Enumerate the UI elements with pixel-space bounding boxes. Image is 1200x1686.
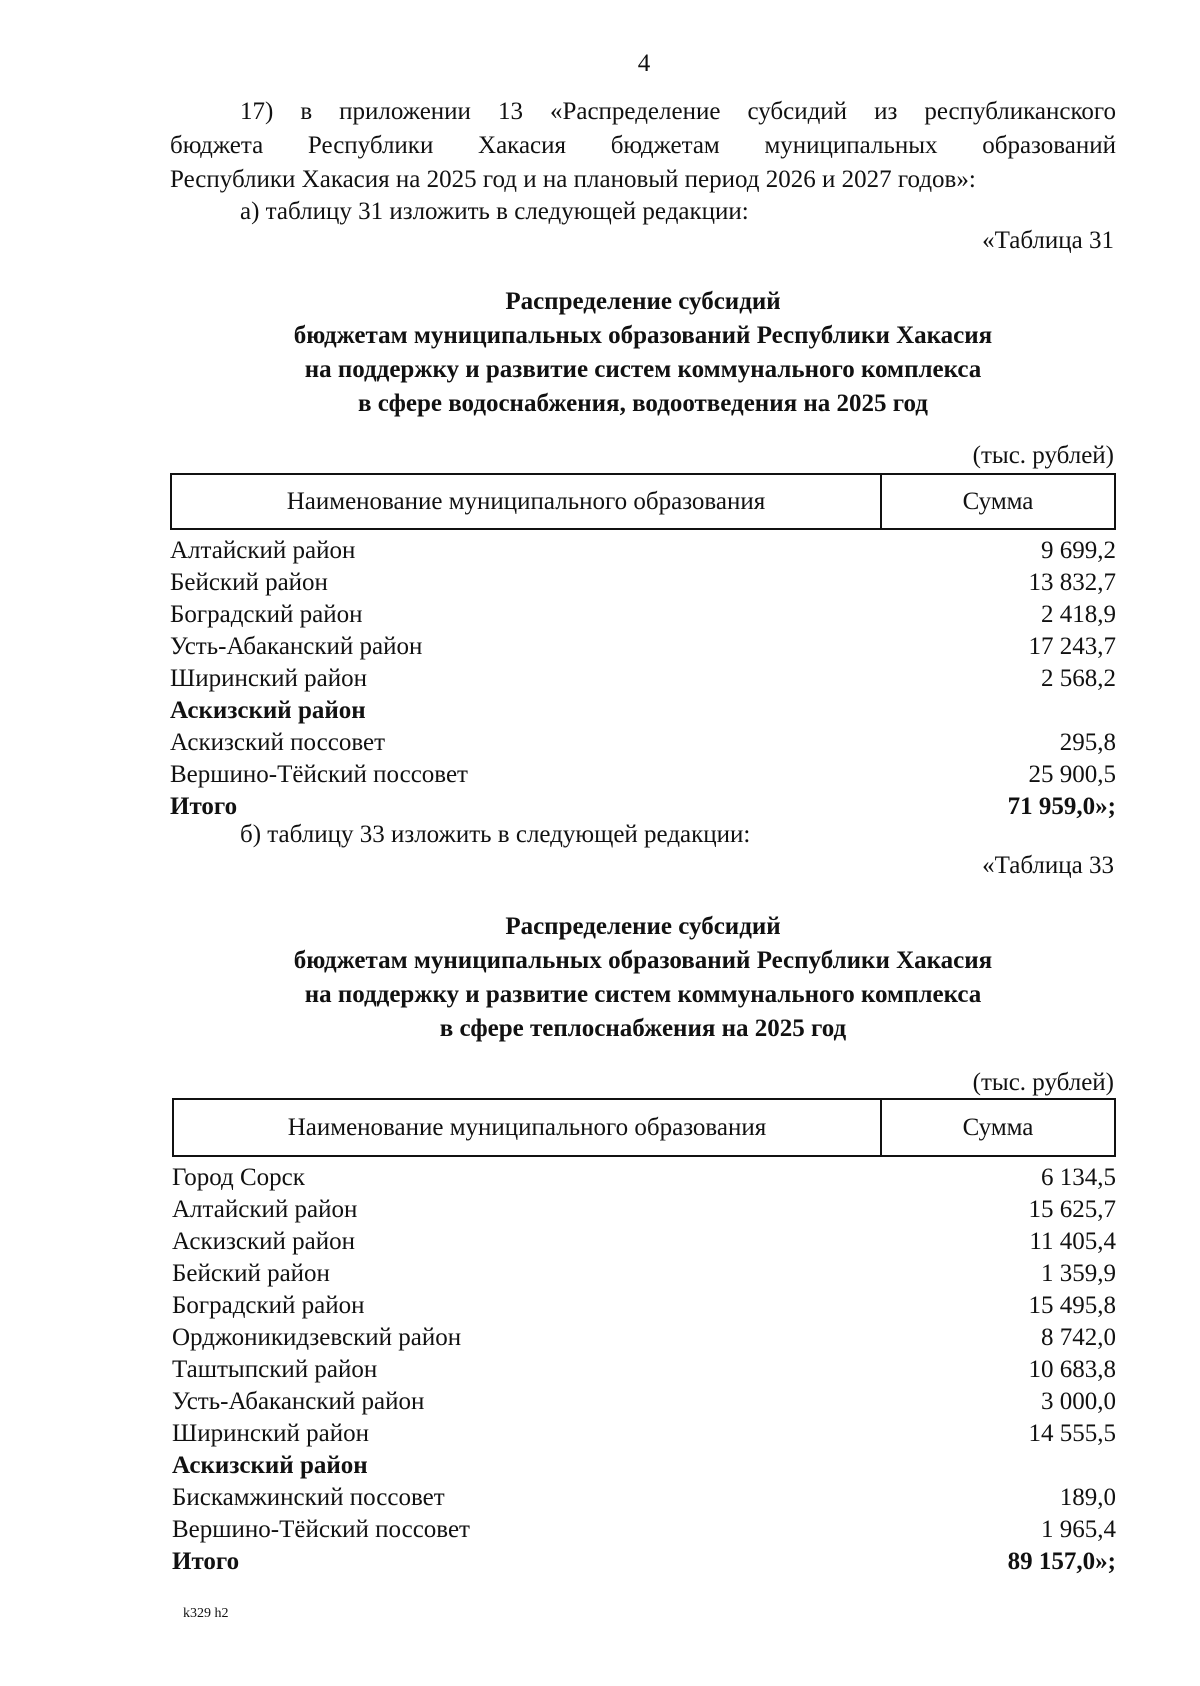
table31-title-2: бюджетам муниципальных образований Республики Хакасия <box>293 322 993 349</box>
row-value: 71 959,0»; <box>1007 793 1116 820</box>
intro-line-1 <box>240 95 1116 129</box>
row-value: 13 832,7 <box>1028 569 1116 596</box>
row-name: Усть-Абаканский район <box>170 633 423 660</box>
intro-text-2: бюджета Республики Хакасия бюджетам муниципальных образований <box>170 132 1116 159</box>
table31-title <box>170 285 1116 421</box>
row-value: 11 405,4 <box>1029 1228 1116 1255</box>
intro-line-2 <box>170 129 1116 163</box>
row-value: 15 625,7 <box>1028 1196 1116 1223</box>
row-value: 14 555,5 <box>1028 1420 1116 1447</box>
table-row <box>172 1354 1116 1386</box>
row-name: Бейский район <box>170 569 328 596</box>
row-name: Усть-Абаканский район <box>172 1388 425 1415</box>
row-name: Алтайский район <box>172 1196 358 1223</box>
row-name: Вершино-Тёйский поссовет <box>172 1516 470 1543</box>
page-number: 4 <box>637 50 651 77</box>
table-total-row <box>172 1546 1116 1578</box>
table31-label: «Таблица 31 <box>982 227 1114 254</box>
table31-title-3: на поддержку и развитие систем коммунального комплекса <box>304 356 982 383</box>
row-name: Итого <box>172 1548 240 1575</box>
row-name: Бискамжинский поссовет <box>172 1484 445 1511</box>
row-value: 1 359,9 <box>1041 1260 1116 1287</box>
row-name: Алтайский район <box>170 537 356 564</box>
table-row <box>172 1386 1116 1418</box>
table31-header <box>170 473 1116 530</box>
table-row <box>172 1258 1116 1290</box>
footer-code: k329 h2 <box>183 1606 229 1621</box>
row-name: Ширинский район <box>172 1420 369 1447</box>
table33-label: «Таблица 33 <box>982 852 1114 879</box>
table31-unit: (тыс. рублей) <box>972 442 1114 469</box>
row-name: Аскизский район <box>172 1452 368 1479</box>
row-value: 17 243,7 <box>1028 633 1116 660</box>
row-name: Итого <box>170 793 238 820</box>
table33-unit: (тыс. рублей) <box>972 1069 1114 1096</box>
table31-col-name: Наименование муниципального образования <box>172 475 882 528</box>
row-value: 15 495,8 <box>1028 1292 1116 1319</box>
row-value: 2 568,2 <box>1041 665 1116 692</box>
row-value: 8 742,0 <box>1041 1324 1116 1351</box>
row-name: Боградский район <box>170 601 363 628</box>
table33-body <box>172 1162 1116 1578</box>
table-row <box>170 727 1116 759</box>
table33-title-2: бюджетам муниципальных образований Республики Хакасия <box>293 947 993 974</box>
table33-title-3: на поддержку и развитие систем коммунального комплекса <box>304 981 982 1008</box>
table31-title-1: Распределение субсидий <box>505 288 781 315</box>
table31-body <box>170 535 1116 823</box>
table33-col-sum: Сумма <box>962 1113 1034 1141</box>
row-name: Бейский район <box>172 1260 330 1287</box>
item-b: б) таблицу 33 изложить в следующей редакции: <box>240 821 751 848</box>
row-value: 1 965,4 <box>1041 1516 1116 1543</box>
row-name: Боградский район <box>172 1292 365 1319</box>
row-value: 25 900,5 <box>1028 761 1116 788</box>
table33-title-1: Распределение субсидий <box>505 913 781 940</box>
row-name: Вершино-Тёйский поссовет <box>170 761 468 788</box>
row-value: 6 134,5 <box>1041 1164 1116 1191</box>
table-row <box>172 1514 1116 1546</box>
row-name: Таштыпский район <box>172 1356 378 1383</box>
table-group-heading <box>170 695 1116 727</box>
table-row <box>170 759 1116 791</box>
table-row <box>170 631 1116 663</box>
row-name: Аскизский район <box>170 697 366 724</box>
row-name: Город Сорск <box>172 1164 305 1191</box>
table-row <box>172 1418 1116 1450</box>
table-row <box>172 1322 1116 1354</box>
row-value: 10 683,8 <box>1028 1356 1116 1383</box>
table-row <box>172 1290 1116 1322</box>
row-value: 89 157,0»; <box>1007 1548 1116 1575</box>
intro-line-3: Республики Хакасия на 2025 год и на плановый период 2026 и 2027 годов»: <box>170 166 976 193</box>
row-name: Ширинский район <box>170 665 367 692</box>
table33-title <box>170 910 1116 1046</box>
intro-text-1: 17) в приложении 13 «Распределение субсидий из республиканского <box>240 98 1116 125</box>
table-row <box>172 1226 1116 1258</box>
table31-col-sum: Сумма <box>962 487 1034 515</box>
row-value: 3 000,0 <box>1041 1388 1116 1415</box>
table-row <box>170 535 1116 567</box>
row-name: Аскизский поссовет <box>170 729 386 756</box>
table-row <box>170 599 1116 631</box>
row-name: Аскизский район <box>172 1228 356 1255</box>
table33-col-name: Наименование муниципального образования <box>174 1100 882 1155</box>
row-value: 2 418,9 <box>1041 601 1116 628</box>
table-row <box>172 1194 1116 1226</box>
table-row <box>172 1482 1116 1514</box>
table33-title-4: в сфере теплоснабжения на 2025 год <box>439 1015 847 1042</box>
table33-header <box>172 1098 1116 1157</box>
row-value: 295,8 <box>1059 729 1116 756</box>
table-group-heading <box>172 1450 1116 1482</box>
table-row <box>170 567 1116 599</box>
row-value: 9 699,2 <box>1041 537 1116 564</box>
table31-title-4: в сфере водоснабжения, водоотведения на 2025 год <box>358 390 928 417</box>
row-value: 189,0 <box>1059 1484 1116 1511</box>
table-row <box>172 1162 1116 1194</box>
row-name: Орджоникидзевский район <box>172 1324 462 1351</box>
item-a: а) таблицу 31 изложить в следующей редакции: <box>240 198 749 225</box>
table-row <box>170 663 1116 695</box>
